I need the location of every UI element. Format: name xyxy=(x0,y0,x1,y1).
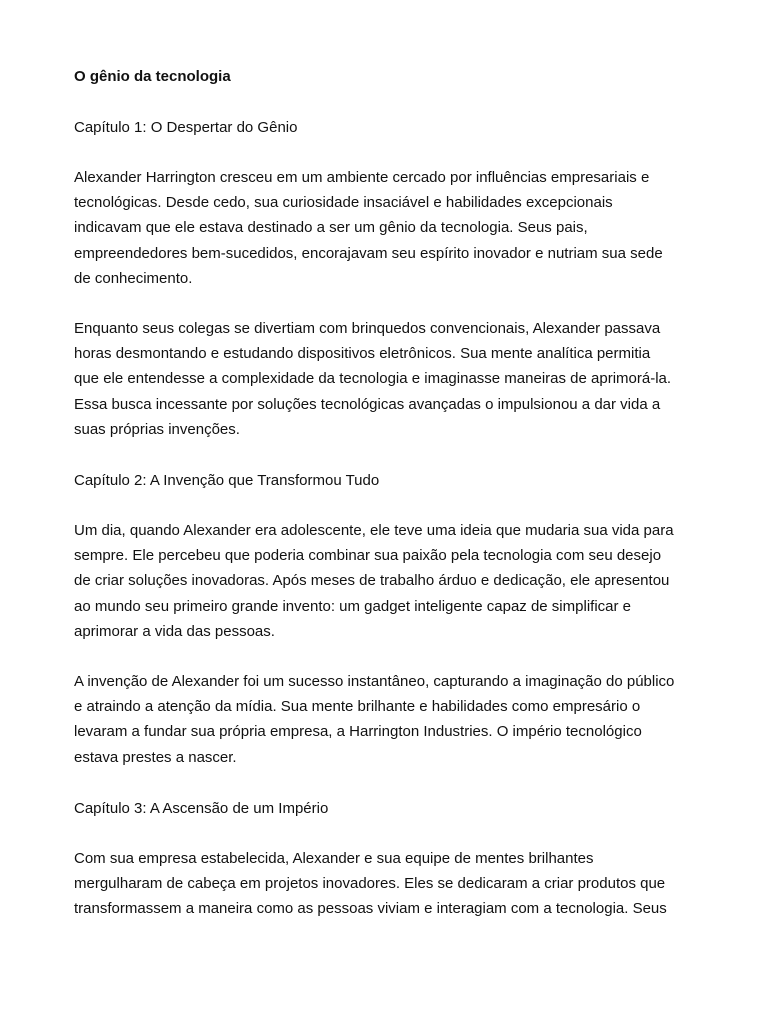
text-line: sempre. Ele percebeu que poderia combinar sua paixão pela tecnologia com seu desejo xyxy=(74,547,662,565)
text-line: de criar soluções inovadoras. Após meses de trabalho árduo e dedicação, ele apresentou xyxy=(74,572,670,590)
document-title: O gênio da tecnologia xyxy=(74,68,231,85)
chapter-heading: Capítulo 3: A Ascensão de um Império xyxy=(74,799,329,817)
paragraph xyxy=(74,669,704,770)
text-line: Alexander Harrington cresceu em um ambiente cercado por influências empresariais e xyxy=(74,169,650,186)
text-line: Enquanto seus colegas se divertiam com brinquedos convencionais, Alexander passava xyxy=(74,320,661,338)
text-line: de conhecimento. xyxy=(74,269,193,287)
text-line: suas próprias invenções. xyxy=(74,420,240,438)
chapter-3-section xyxy=(74,796,704,922)
text-line: e atraindo a atenção da mídia. Sua mente brilhante e habilidades como empresário o xyxy=(74,698,641,716)
paragraph xyxy=(74,316,704,442)
chapter-heading: Capítulo 1: O Despertar do Gênio xyxy=(74,119,298,136)
text-line: transformassem a maneira como as pessoas viviam e interagiam com a tecnologia. Seus xyxy=(74,900,667,918)
text-line: Com sua empresa estabelecida, Alexander e sua equipe de mentes brilhantes xyxy=(74,849,594,867)
chapter-1-section xyxy=(74,115,704,442)
paragraph xyxy=(74,165,704,291)
text-line: Um dia, quando Alexander era adolescente, ele teve uma ideia que mudaria sua vida para xyxy=(74,522,674,540)
chapter-2-section xyxy=(74,468,704,770)
text-line: empreendedores bem-sucedidos, encorajavam seu espírito inovador e nutriam sua sede xyxy=(74,244,663,262)
text-line: mergulharam de cabeça em projetos inovadores. Eles se dedicaram a criar produtos que xyxy=(74,875,666,893)
document-page xyxy=(74,64,704,921)
paragraph xyxy=(74,846,704,922)
text-line: horas desmontando e estudando dispositivos eletrônicos. Sua mente analítica permitia xyxy=(74,345,651,363)
text-line: estava prestes a nascer. xyxy=(74,748,237,766)
text-line: que ele entendesse a complexidade da tecnologia e imaginasse maneiras de aprimorá-la. xyxy=(74,370,672,388)
text-line: indicavam que ele estava destinado a ser um gênio da tecnologia. Seus pais, xyxy=(74,219,588,237)
text-line: aprimorar a vida das pessoas. xyxy=(74,622,275,640)
text-line: Essa busca incessante por soluções tecnológicas avançadas o impulsionou a dar vida a xyxy=(74,395,661,413)
text-line: A invenção de Alexander foi um sucesso instantâneo, capturando a imaginação do público xyxy=(74,673,675,691)
paragraph xyxy=(74,518,704,644)
chapter-heading: Capítulo 2: A Invenção que Transformou Tudo xyxy=(74,472,380,490)
text-line: ao mundo seu primeiro grande invento: um gadget inteligente capaz de simplificar e xyxy=(74,597,631,615)
text-line: levaram a fundar sua própria empresa, a Harrington Industries. O império tecnológico xyxy=(74,723,642,741)
text-line: tecnológicas. Desde cedo, sua curiosidade insaciável e habilidades excepcionais xyxy=(74,194,613,212)
